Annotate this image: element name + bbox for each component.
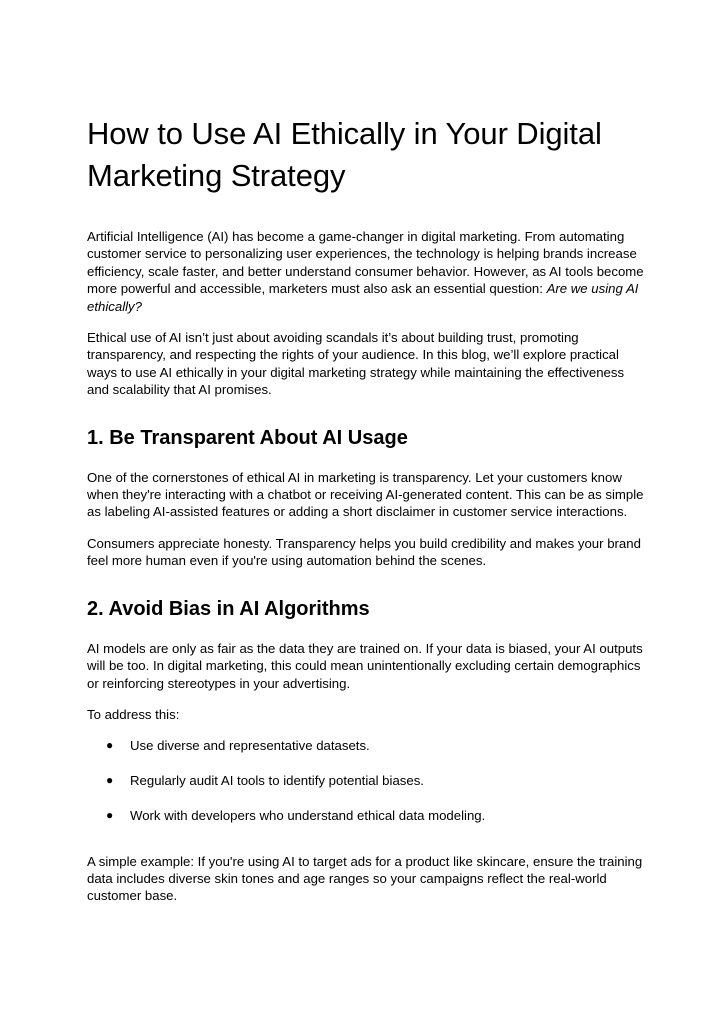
list-item-text: Work with developers who understand ethical data modeling. [130, 808, 486, 824]
document-title: How to Use AI Ethically in Your Digital Marketing Strategy [87, 116, 602, 193]
list-item [87, 807, 647, 824]
section-1-paragraph-2: Consumers appreciate honesty. Transparency helps you build credibility and makes your brand feel more human even if you're using automation behind the scenes. [87, 535, 641, 569]
list-item-text: Regularly audit AI tools to identify potential biases. [130, 773, 424, 789]
list-item-text: Use diverse and representative datasets. [130, 738, 370, 754]
section-2-paragraph-1: AI models are only as fair as the data they are trained on. If your data is biased, your AI outputs will be too. In digital marketing, this could mean unintentionally excluding certain demographics or reinforcing stereotypes in your advertising. [87, 640, 643, 691]
bullet-dot-icon: ● [106, 773, 114, 788]
section-1-paragraph-1: One of the cornerstones of ethical AI in marketing is transparency. Let your customers know when they're interacting with a chatbot or receiving AI-generated content. This can be as simple as labeling AI-assisted features or adding a short disclaimer in customer service interactions. [87, 469, 644, 520]
section-2-paragraph-3: A simple example: If you're using AI to target ads for a product like skincare, ensure the training data includes diverse skin tones and age ranges so your campaigns reflect the real-world customer base. [87, 853, 643, 904]
intro-question: Are we using AI ethically? [87, 281, 639, 314]
list-item [87, 772, 647, 789]
intro-paragraph-2: Ethical use of AI isn’t just about avoiding scandals it’s about building trust, promoting transparency, and respecting the rights of your audience. In this blog, we’ll explore practical ways to use AI ethically in your digital marketing strategy while maintaining the effectiveness and scalability that AI promises. [87, 330, 625, 398]
intro-paragraph-1 [87, 228, 647, 315]
list-item [87, 737, 647, 754]
section-2-heading: 2. Avoid Bias in AI Algorithms [87, 597, 370, 620]
bullet-dot-icon: ● [106, 738, 114, 753]
section-2-paragraph-2: To address this: [87, 706, 180, 722]
bullet-dot-icon: ● [106, 808, 114, 823]
intro-paragraph-1-text: Artificial Intelligence (AI) has become a game-changer in digital marketing. From automating customer service to personalizing user experiences, the technology is helping brands increase efficiency, scale faster, and better understand consumer behavior. However, as AI tools become more powerful and accessible, marketers must also ask an essential question: [87, 229, 644, 297]
section-1-heading: 1. Be Transparent About AI Usage [87, 426, 408, 449]
bullet-list [87, 737, 647, 824]
document-page [87, 113, 647, 919]
